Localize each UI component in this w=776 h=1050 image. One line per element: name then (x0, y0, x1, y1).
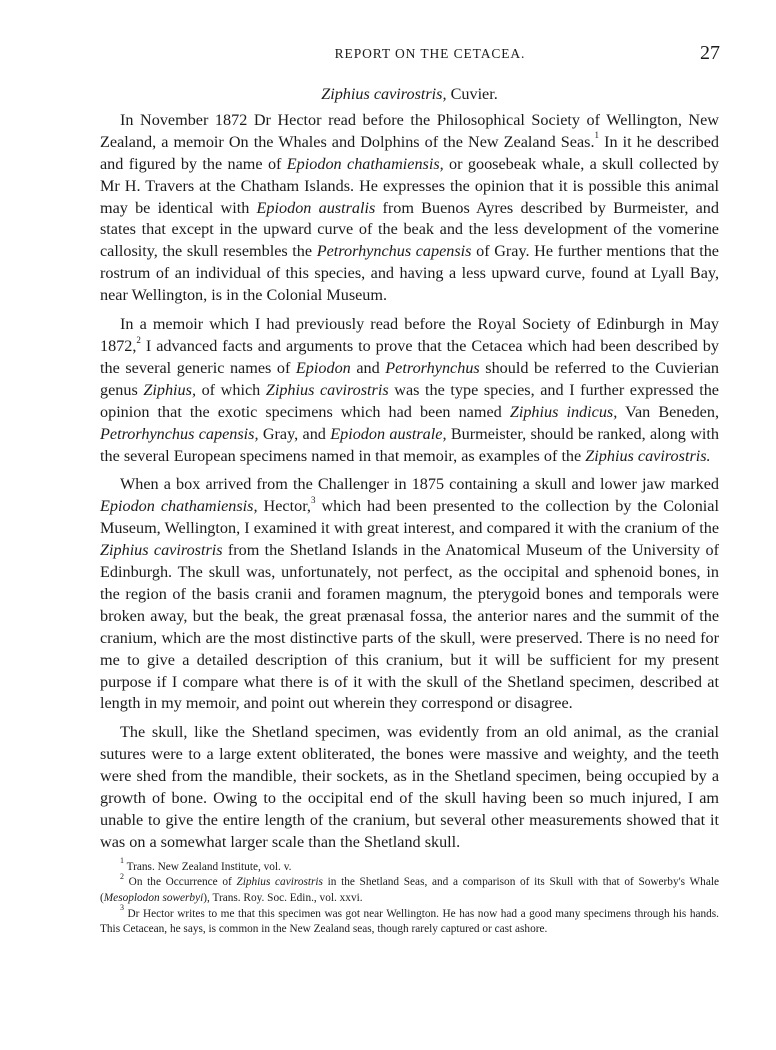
text-run: The skull, like the Shetland specimen, was evidently from an old animal, as the cranial sutures were to a large extent obliterated, the bones were massive and weighty, and the teeth were shed from the mandible, their sockets, as in the Shetland specimen, being occupied by a growth of bone. Owing to the occipital end of the skull having been so much injured, I am unable to give the entire length of the cranium, but several other measurements showed that it was on a somewhat larger scale than the Shetland skull. (100, 723, 719, 851)
species-name: Epiodon australe, (330, 424, 447, 443)
text-run: In it he described and figured by the name of (100, 132, 719, 173)
paragraph-3 (100, 474, 719, 715)
footnote-text: Trans. New Zealand Institute, vol. v. (124, 860, 292, 873)
footnote-ref-3: 3 (310, 494, 316, 505)
text-run: and (350, 358, 386, 377)
text-run: Hector, (257, 497, 311, 516)
section-title-species: Ziphius cavirostris, (321, 85, 447, 103)
section-title-author: Cuvier. (446, 85, 498, 103)
text-run: which had been presented to the collection by the Colonial Museum, Wellington, I examined it with great interest, and compared it with the cranium of the (100, 497, 719, 538)
genus-name: Petrorhynchus (385, 358, 480, 377)
page-body (100, 84, 719, 938)
page-number: 27 (700, 42, 720, 64)
text-run: of which (196, 380, 266, 399)
page-header (100, 42, 720, 70)
footnote-marker: 2 (120, 871, 124, 881)
footnote-1 (100, 856, 719, 876)
species-name: Mesoplodon sowerbyi (103, 892, 204, 904)
species-name: Ziphius cavirostris (265, 380, 389, 399)
text-run: should be referred to the Cuvierian genus (100, 358, 719, 399)
species-name: Petrorhynchus capensis, (100, 424, 259, 443)
text-run: from the Shetland Islands in the Anatomical Museum of the University of Edinburgh. The skull was, unfortunately, not perfect, as the occipital and sphenoid bones, in the region of the basis cranii and foramen magnum, the pterygoid bones and temporals were broken away, but the beak, the great prænasal fossa, the anterior nares and the summit of the cranium, which are the most distinctive parts of the skull, were preserved. There is no need for me to give a detailed description of this cranium, but it will be sufficient for my present purpose if I compare what there is of it with the skull of the Shetland specimen, described at length in my memoir, and point out wherein they correspond or disagree. (100, 541, 719, 713)
species-name: Ziphius cavirostris. (585, 446, 711, 465)
footnote-ref-1: 1 (594, 130, 600, 141)
text-run: Burmeister, should be ranked, along with the several European specimens named in that memoir, as examples of the (100, 424, 719, 465)
text-run: Van Beneden, (617, 402, 719, 421)
footnote-text: ), Trans. Roy. Soc. Edin., vol. xxvi. (203, 892, 363, 904)
paragraph-4 (100, 722, 719, 853)
genus-name: Ziphius, (143, 380, 196, 399)
running-head: REPORT ON THE CETACEA. (334, 46, 526, 61)
paragraph-2 (100, 314, 719, 467)
species-name: Epiodon chathamiensis, (286, 154, 444, 173)
text-run: of Gray. He further mentions that the rostrum of an individual of this species, and having a less upward curve, found at Lyall Bay, near Wellington, is in the Colonial Museum. (100, 242, 719, 305)
paragraph-1 (100, 110, 719, 307)
section-title (100, 84, 719, 106)
footnotes (100, 856, 719, 938)
footnote-text: in the Shetland Seas, and a comparison of its Skull with that of Sowerby's Whale ( (100, 876, 719, 904)
footnote-ref-2: 2 (136, 334, 141, 345)
species-name: Epiodon chathamiensis, (100, 497, 258, 516)
footnote-2 (100, 871, 719, 906)
species-name: Petrorhynchus capensis (316, 242, 472, 261)
footnote-marker: 1 (120, 856, 124, 866)
text-run: In a memoir which I had previously read before the Royal Society of Edinburgh in May 1872, (100, 315, 719, 355)
text-run: from Buenos Ayres described by Burmeister, and states that except in the upward curve of the beak and the less development of the vomerine callosity, the skull resembles the (100, 198, 719, 261)
text-run: I advanced facts and arguments to prove that the Cetacea which had been described by the several generic names of (100, 336, 719, 377)
text-run: When a box arrived from the Challenger in 1875 containing a skull and lower jaw marked (120, 475, 719, 494)
text-run: or goosebeak whale, a skull collected by Mr H. Travers at the Chatham Islands. He expresses the opinion that it is possible this animal may be identical with (100, 154, 719, 217)
text-run: In November 1872 Dr Hector read before the Philosophical Society of Wellington, New Zealand, a memoir On the Whales and Dolphins of the New Zealand Seas. (100, 110, 719, 151)
species-name: Ziphius cavirostris (236, 876, 323, 889)
species-name: Ziphius cavirostris (100, 541, 223, 560)
text-run: Gray, and (258, 424, 331, 443)
text-run: was the type species, and I further expressed the opinion that the exotic specimens which had been named (100, 380, 719, 421)
footnote-text: Dr Hector writes to me that this specimen was got near Wellington. He has now had a good many specimens through his hands. This Cetacean, he says, is common in the New Zealand seas, though rarely captured or cast ashore. (100, 907, 719, 936)
footnote-marker: 3 (120, 902, 124, 912)
genus-name: Epiodon (295, 358, 351, 377)
footnote-text: On the Occurrence of (124, 876, 237, 889)
footnote-3 (100, 902, 719, 938)
species-name: Epiodon australis (256, 198, 376, 217)
species-name: Ziphius indicus, (509, 402, 618, 421)
